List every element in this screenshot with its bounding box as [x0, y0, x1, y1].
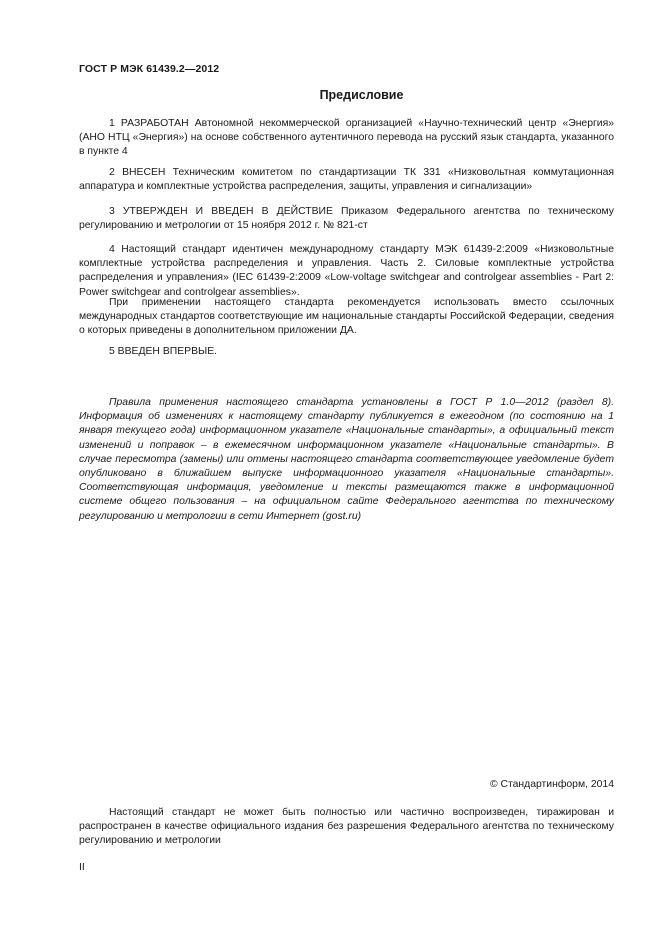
- paragraph-application-note: При применении настоящего стандарта рекомендуется использовать вместо ссылочных международных стандартов соответствующие им национальные стандарты Российской Федерации, сведения о которых приведены в дополнительном приложении ДА.: [79, 297, 614, 337]
- paragraph-developed-by: 1 РАЗРАБОТАН Автономной некоммерческой организацией «Научно-технический центр «Энергия» (АНО НТЦ «Энергия») на основе собственного аутентичного перевода на русский язык стандарта, указанного в пункте 4: [79, 118, 614, 158]
- section-title: [79, 88, 614, 102]
- paragraph-identical-standard: 4 Настоящий стандарт идентичен международному стандарту МЭК 61439-2:2009 «Низковольтные комплектные устройства распределения и управления. Часть 2. Силовые комплектные устройства распределения и управления» (IEC 61439-2:2009 «Low-voltage switchgear and controlgear assemblies - Part 2: Power switchgear and controlgear assemblies».: [79, 244, 614, 298]
- page-number: II: [79, 862, 85, 873]
- paragraph-introduced-by: 2 ВНЕСЕН Техническим комитетом по стандартизации ТК 331 «Низковольтная коммутационная аппаратура и комплектные устройства распределения, защиты, управления и сигнализации»: [79, 167, 614, 193]
- reproduction-notice: Настоящий стандарт не может быть полностью или частично воспроизведен, тиражирован и распространен в качестве официального издания без разрешения Федерального агентства по техническому регулированию и метрологии: [79, 807, 614, 847]
- paragraph-approved: 3 УТВЕРЖДЕН И ВВЕДЕН В ДЕЙСТВИЕ Приказом Федерального агентства по техническому регулированию и метрологии от 15 ноября 2012 г. № 821-ст: [79, 206, 614, 232]
- copyright: © Стандартинформ, 2014: [489, 779, 614, 790]
- paragraph-first-introduced: 5 ВВЕДЕН ВПЕРВЫЕ.: [109, 346, 218, 357]
- section-title-text: Предисловие: [319, 88, 404, 102]
- document-code-header: ГОСТ Р МЭК 61439.2—2012: [79, 63, 220, 75]
- application-rules-notice: Правила применения настоящего стандарта установлены в ГОСТ Р 1.0—2012 (раздел 8). Информация об изменениях к настоящему стандарту публикуется в ежегодном (по состоянию на 1 января текущего года) информационном указателе «Национальные стандарты», а официальный текст изменений и поправок – в ежемесячном информационном указателе «Национальные стандарты». В случае пересмотра (замены) или отмены настоящего стандарта соответствующее уведомление будет опубликовано в ближайшем выпуске информационного указателя «Национальные стандарты». Соответствующая информация, уведомление и тексты размещаются также в информационной системе общего пользования – на официальном сайте Федерального агентства по техническому регулированию и метрологии в сети Интернет (gost.ru): [79, 397, 614, 522]
